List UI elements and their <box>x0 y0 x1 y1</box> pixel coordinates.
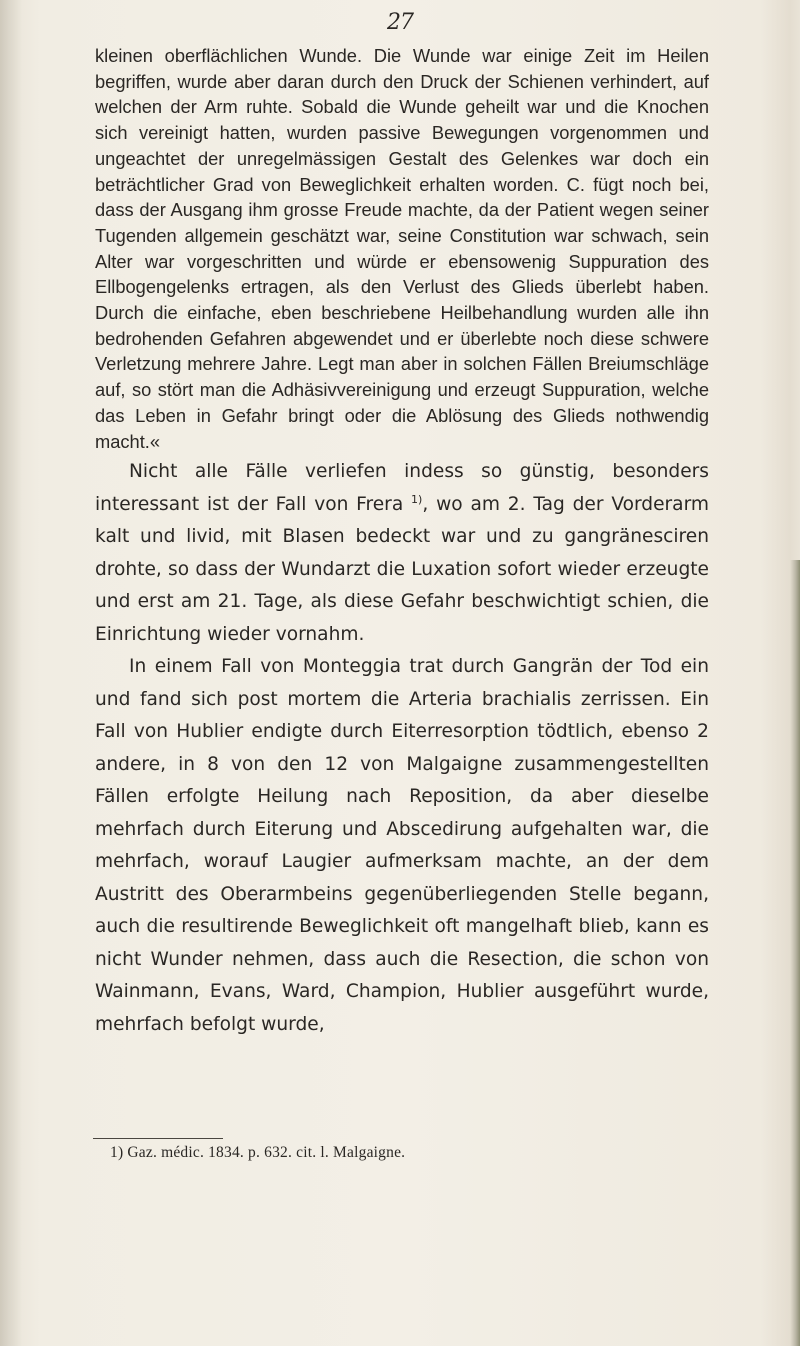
paragraph-1: kleinen oberflächlichen Wunde. Die Wunde war einige Zeit im Heilen begriffen, wurde aber daran durch den Druck der Schienen verhindert, auf welchen der Arm ruhte. Sobald die Wunde geheilt war und die Knochen sich vereinigt hatten, wurden passive Bewegungen vorgenommen und ungeachtet der unregelmässigen Gestalt des Gelenkes war doch ein beträchtlicher Grad von Beweglichkeit erhalten worden. C. fügt noch bei, dass der Ausgang ihm grosse Freude machte, da der Patient wegen seiner Tugenden allgemein geschätzt war, seine Constitution war schwach, sein Alter war vorgeschritten und würde er ebensowenig Suppuration des Ellbogengelenks ertragen, als den Verlust des Glieds überlebt haben. Durch die einfache, eben beschriebene Heilbehandlung wurden alle ihn bedrohenden Gefahren abgewendet und er überlebte noch diese schwere Verletzung mehrere Jahre. Legt man aber in solchen Fällen Breiumschläge auf, so stört man die Adhäsivvereinigung und erzeugt Suppuration, welche das Leben in Gefahr bringt oder die Ablösung des Glieds nothwendig macht.« <box>95 45 709 452</box>
footnote-divider <box>93 1138 223 1139</box>
paragraph-3: In einem Fall von Monteggia trat durch Gangrän der Tod ein und fand sich post mortem die Arteria brachialis zerrissen. Ein Fall von Hublier endigte durch Eiterresorption tödtlich, ebenso 2 andere, in 8 von den 12 von Malgaigne zusammengestellten Fällen erfolgte Heilung nach Reposition, da aber dieselbe mehrfach durch Eiterung und Abscedirung aufgehalten war, die mehrfach, worauf Laugier aufmerksam machte, an der dem Austritt des Oberarmbeins gegenüberliegenden Stelle begann, auch die resultirende Beweglichkeit oft mangelhaft blieb, kann es nicht Wunder nehmen, dass auch die Resection, die schon von Wainmann, Evans, Ward, Champion, Hublier ausgeführt wurde, mehrfach befolgt wurde, <box>95 656 709 1035</box>
page-number: 27 <box>387 10 413 35</box>
footnote: 1) Gaz. médic. 1834. p. 632. cit. l. Malgaigne. <box>110 1144 406 1161</box>
page-gutter-shadow <box>0 0 22 1346</box>
page-edge <box>790 560 800 1346</box>
footnote-reference: 1) <box>411 492 423 506</box>
paragraph-2-text-start: Nicht alle Fälle verliefen indess so günstig, besonders interessant ist der Fall von Frera <box>95 461 709 515</box>
paragraph-2-text-end: , wo am 2. Tag der Vorderarm kalt und livid, mit Blasen bedeckt war und zu gangränesciren drohte, so dass der Wundarzt die Luxation sofort wieder erzeugte und erst am 21. Tage, als diese Gefahr beschwichtigt schien, die Einrichtung wieder vornahm. <box>95 493 709 645</box>
paragraph-2 <box>95 456 709 651</box>
body-text <box>95 43 709 1041</box>
